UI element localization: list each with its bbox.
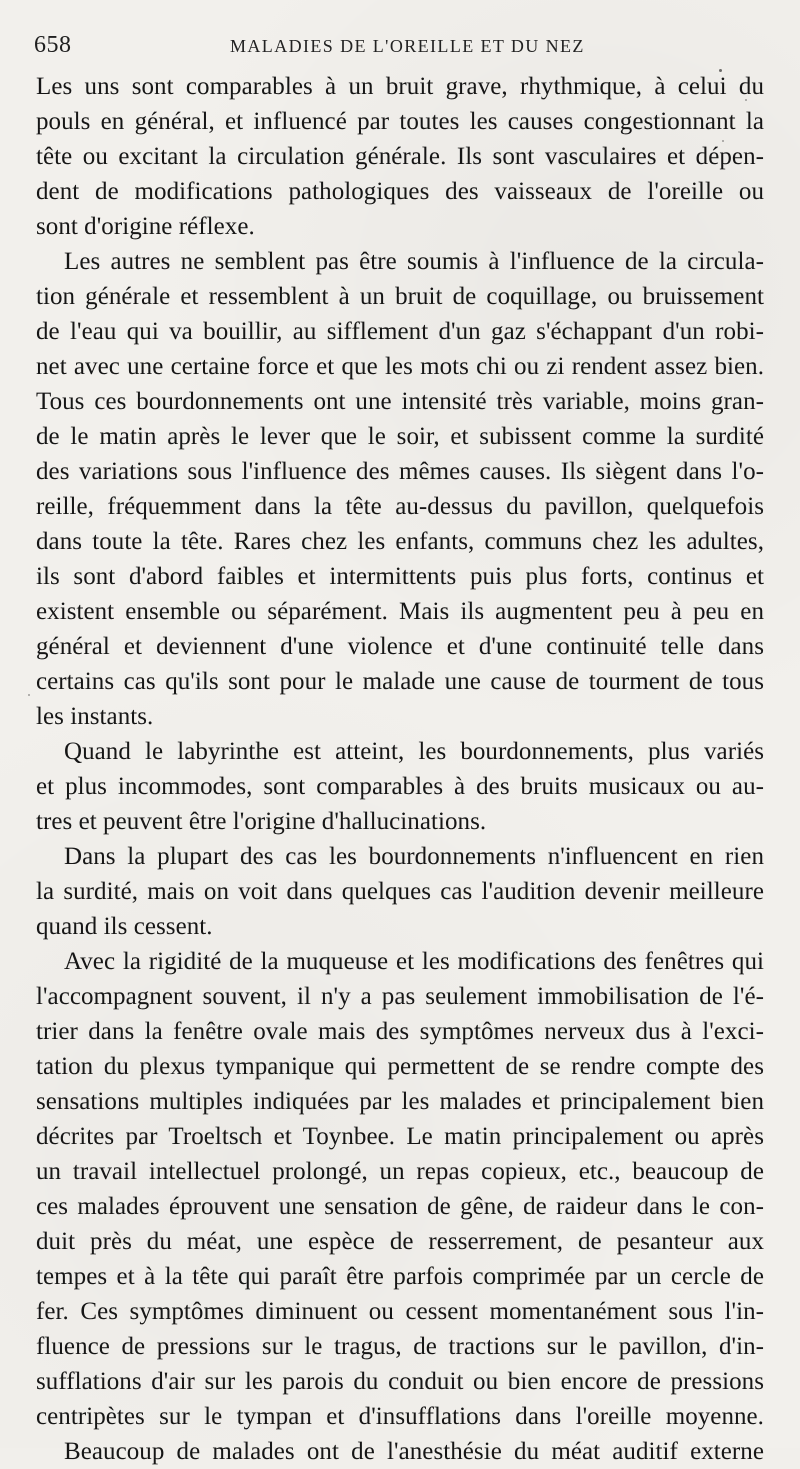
paragraph-first-line: Avec la rigidité de la muqueuse et les modifications des fenêtres qui bbox=[64, 948, 764, 975]
text-line: certains cas qu'ils sont pour le malade une cause de tourment de tous bbox=[36, 668, 764, 695]
text-line: dans toute la tête. Rares chez les enfants, communs chez les adultes, bbox=[36, 528, 764, 555]
text-line: fer. Ces symptômes diminuent ou cessent momentanément sous l'in- bbox=[36, 1298, 764, 1325]
print-speck bbox=[719, 69, 722, 72]
text-line: ces malades éprouvent une sensation de gêne, de raideur dans le con- bbox=[36, 1193, 764, 1220]
text-line: Les uns sont comparables à un bruit grave, rhythmique, à celui du bbox=[36, 73, 764, 100]
text-line: et plus incommodes, sont comparables à des bruits musicaux ou au- bbox=[36, 773, 764, 800]
text-line: tempes et à la tête qui paraît être parfois comprimée par un cercle de bbox=[36, 1263, 764, 1290]
text-line: les instants. bbox=[36, 703, 154, 730]
text-line: tation du plexus tympanique qui permettent de se rendre compte des bbox=[36, 1053, 764, 1080]
text-line: tête ou excitant la circulation générale. Ils sont vasculaires et dépen- bbox=[36, 143, 764, 170]
text-line: l'accompagnent souvent, il n'y a pas seulement immobilisation de l'é- bbox=[36, 983, 764, 1010]
paragraph-first-line: Dans la plupart des cas les bourdonnements n'influencent en rien bbox=[64, 843, 764, 870]
text-line: général et deviennent d'une violence et d'une continuité telle dans bbox=[36, 633, 764, 660]
text-line: fluence de pressions sur le tragus, de tractions sur le pavillon, d'in- bbox=[36, 1333, 764, 1360]
text-line: existent ensemble ou séparément. Mais ils augmentent peu à peu en bbox=[36, 598, 764, 625]
text-line: duit près du méat, une espèce de resserrement, de pesanteur aux bbox=[36, 1228, 764, 1255]
text-line: trier dans la fenêtre ovale mais des symptômes nerveux dus à l'exci- bbox=[36, 1018, 764, 1045]
paragraph-first-line: Beaucoup de malades ont de l'anesthésie du méat auditif externe bbox=[64, 1438, 764, 1465]
page-number: 658 bbox=[34, 32, 72, 58]
text-line: sufflations d'air sur les parois du conduit ou bien encore de pressions bbox=[36, 1368, 764, 1395]
text-line: net avec une certaine force et que les mots chi ou zi rendent assez bien. bbox=[36, 353, 764, 380]
text-line: la surdité, mais on voit dans quelques cas l'audition devenir meilleure bbox=[36, 878, 764, 905]
paragraph-first-line: Quand le labyrinthe est atteint, les bourdonnements, plus variés bbox=[64, 738, 764, 765]
print-speck bbox=[745, 99, 747, 101]
text-line: des variations sous l'influence des mêmes causes. Ils siègent dans l'o- bbox=[36, 458, 764, 485]
text-line: dent de modifications pathologiques des vaisseaux de l'oreille ou bbox=[36, 178, 764, 205]
text-line: de l'eau qui va bouillir, au sifflement d'un gaz s'échappant d'un robi- bbox=[36, 318, 764, 345]
text-line: tion générale et ressemblent à un bruit de coquillage, ou bruissement bbox=[36, 283, 764, 310]
print-speck bbox=[28, 694, 30, 696]
text-line: tres et peuvent être l'origine d'hallucinations. bbox=[36, 808, 487, 835]
text-line: centripètes sur le tympan et d'insufflations dans l'oreille moyenne. bbox=[36, 1403, 764, 1430]
text-line: pouls en général, et influencé par toutes les causes congestionnant la bbox=[36, 108, 764, 135]
running-head: MALADIES DE L'OREILLE ET DU NEZ bbox=[230, 36, 585, 56]
text-line: sont d'origine réflexe. bbox=[36, 213, 255, 240]
paragraph-first-line: Les autres ne semblent pas être soumis à l'influence de la circula- bbox=[64, 248, 764, 275]
text-line: ils sont d'abord faibles et intermittents puis plus forts, continus et bbox=[36, 563, 764, 590]
text-line: quand ils cessent. bbox=[36, 913, 213, 940]
print-speck bbox=[722, 140, 724, 142]
text-line: Tous ces bourdonnements ont une intensité très variable, moins gran- bbox=[36, 388, 764, 415]
text-line: sensations multiples indiquées par les malades et principalement bien bbox=[36, 1088, 764, 1115]
text-line: décrites par Troeltsch et Toynbee. Le matin principalement ou après bbox=[36, 1123, 764, 1150]
text-line: un travail intellectuel prolongé, un repas copieux, etc., beaucoup de bbox=[36, 1158, 764, 1185]
text-line: de le matin après le lever que le soir, et subissent comme la surdité bbox=[36, 423, 764, 450]
text-line: reille, fréquemment dans la tête au-dessus du pavillon, quelquefois bbox=[36, 493, 764, 520]
page-header bbox=[34, 32, 774, 60]
